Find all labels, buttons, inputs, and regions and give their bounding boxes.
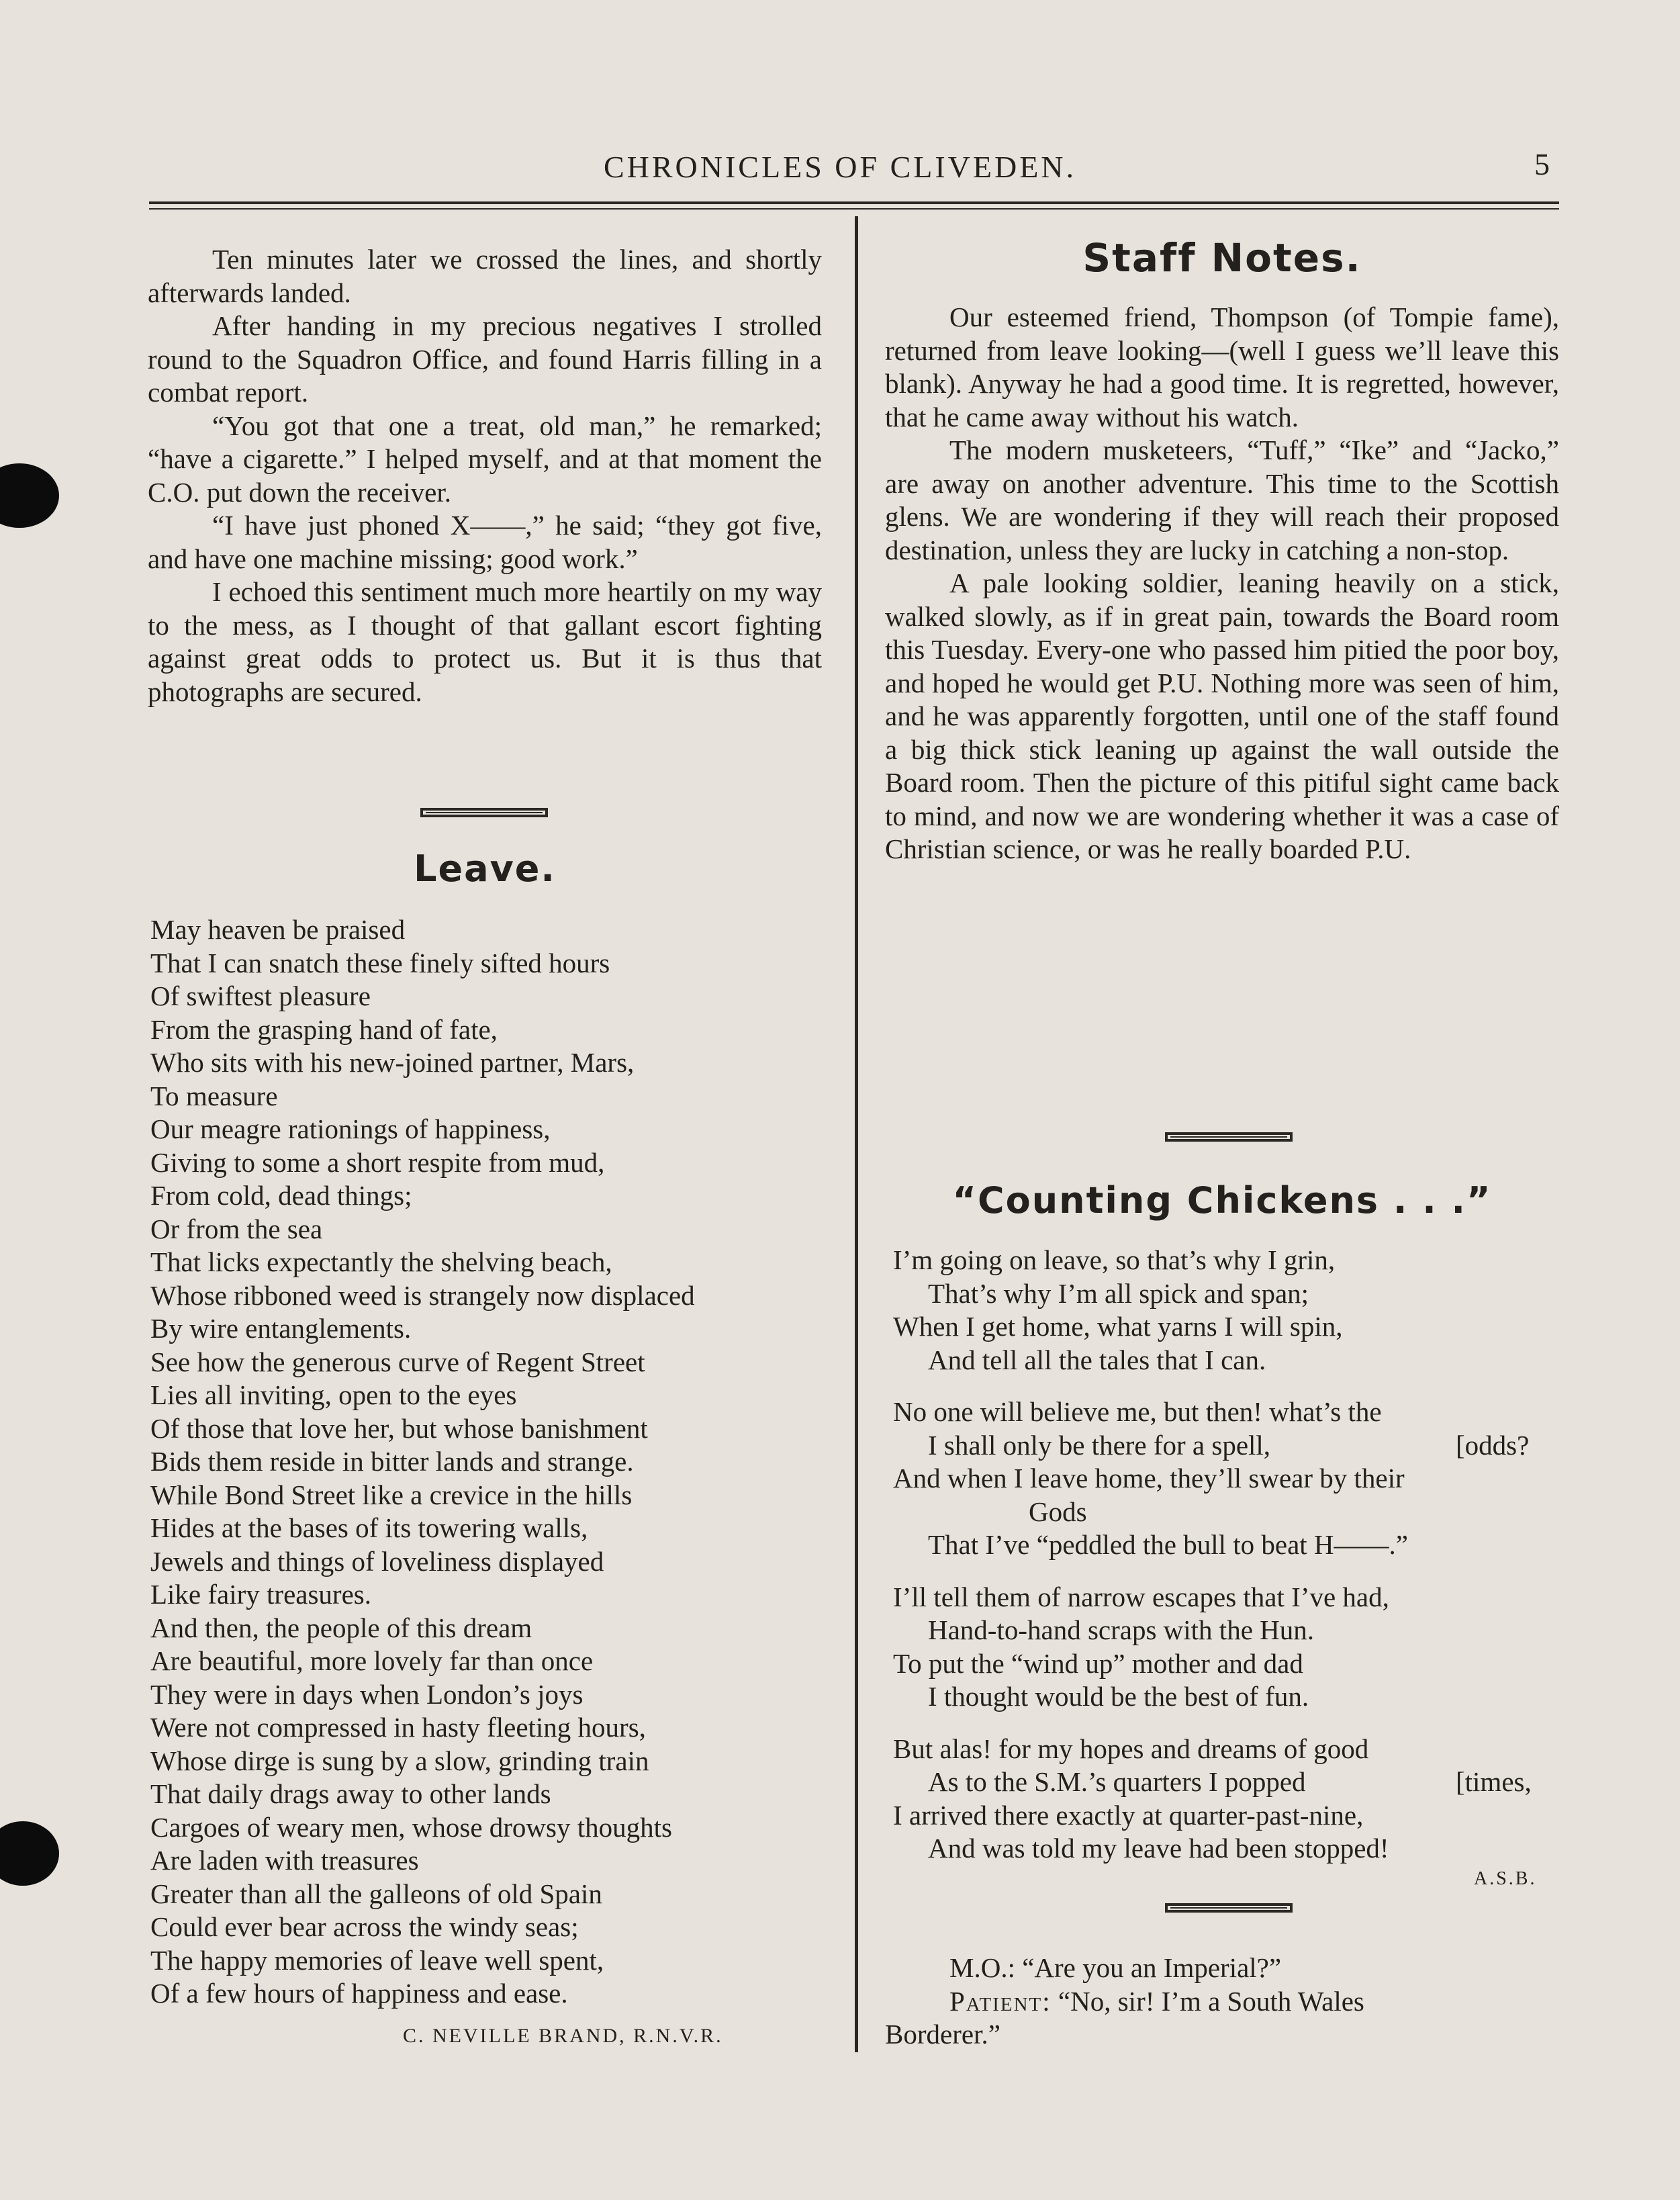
poem-line: By wire entanglements. xyxy=(150,1313,412,1344)
poem-line: To measure xyxy=(150,1080,278,1111)
poem-line: Were not compressed in hasty fleeting hours, xyxy=(150,1712,646,1743)
speaker-label: Patient: xyxy=(949,1985,1052,2017)
poem-line: Hand-to-hand scraps with the Hun. xyxy=(928,1614,1315,1645)
poem-line: Jewels and things of loveliness displayed xyxy=(150,1545,604,1577)
header-rule xyxy=(149,201,1559,204)
stanza xyxy=(893,1733,1558,1866)
dialogue-line: Borderer.” xyxy=(885,2019,1000,2050)
poem-line: That licks expectantly the shelving beach, xyxy=(150,1246,612,1277)
poem-line: And tell all the tales that I can. xyxy=(928,1344,1266,1375)
punch-hole-bottom xyxy=(0,1821,59,1886)
chickens-poem xyxy=(893,1244,1558,1866)
poem-line: And was told my leave had been stopped! xyxy=(928,1833,1389,1864)
poem-line: Whose ribboned weed is strangely now displaced xyxy=(150,1279,695,1311)
dialogue-text: “No, sir! I’m a South Wales xyxy=(1058,1985,1364,2017)
dialogue xyxy=(885,1952,1559,2052)
poem-line: When I get home, what yarns I will spin, xyxy=(893,1311,1343,1342)
paragraph: A pale looking soldier, leaning heavily on a stick, walked slowly, as if in great pain, towards the Board room this Tuesday. Every-one who passed him pitied the poor boy, and hoped he would get P.U. Nothing more was seen of him, and he was apparently forgotten, until one of the staff found a big thick stick leaning up against the wall outside the Board room. Then the picture of this pitiful sight came back to mind, and now we are wondering whether it was a case of Christian science, or was he really boarded P.U. xyxy=(885,567,1559,864)
paragraph: I echoed this sentiment much more heartily on my way to the mess, as I thought of that gallant escort fighting against great odds to protect us. But it is thus that photographs are secured. xyxy=(148,576,822,707)
poem-line-overflow: [times, xyxy=(1456,1766,1532,1797)
poem-line: I thought would be the best of fun. xyxy=(928,1681,1309,1712)
leave-poem xyxy=(150,913,695,2011)
poem-line: Of those that love her, but whose banishment xyxy=(150,1412,648,1444)
poem-line: Gods xyxy=(1029,1496,1087,1527)
poem-line: I’ll tell them of narrow escapes that I’ve had, xyxy=(893,1581,1389,1612)
poem-line: Or from the sea xyxy=(150,1213,323,1244)
dialogue-line: M.O.: “Are you an Imperial?” xyxy=(949,1952,1282,1983)
poem-line-overflow: [odds? xyxy=(1456,1429,1530,1461)
poem-line: Are beautiful, more lovely far than once xyxy=(150,1645,594,1676)
poem-line: That’s why I’m all spick and span; xyxy=(928,1277,1309,1309)
poem-line: From cold, dead things; xyxy=(150,1180,412,1211)
poem-line: That I’ve “peddled the bull to beat H——.” xyxy=(928,1529,1408,1560)
poem-line: Lies all inviting, open to the eyes xyxy=(150,1379,517,1410)
poem-line: Are laden with treasures xyxy=(150,1845,419,1876)
poem-line: While Bond Street like a crevice in the hills xyxy=(150,1479,633,1510)
poem-line: And then, the people of this dream xyxy=(150,1612,532,1643)
poem-title: Leave. xyxy=(414,847,556,890)
punch-hole-top xyxy=(0,463,59,528)
paragraph: “You got that one a treat, old man,” he remarked; “have a cigarette.” I helped myself, and at that moment the C.O. put down the receiver. xyxy=(148,410,822,508)
poem-line: See how the generous curve of Regent Street xyxy=(150,1346,645,1377)
poem-signature: C. NEVILLE BRAND, R.N.V.R. xyxy=(403,2025,723,2047)
header-rule-thin xyxy=(149,208,1559,210)
poem-line: Our meagre rationings of happiness, xyxy=(150,1113,551,1144)
poem-line-text: As to the S.M.’s quarters I popped xyxy=(928,1766,1306,1797)
poem-line: Hides at the bases of its towering walls, xyxy=(150,1512,588,1543)
poem-line: Cargoes of weary men, whose drowsy thoughts xyxy=(150,1811,672,1843)
poem-line: That I can snatch these finely sifted hours xyxy=(150,947,610,978)
poem-line: May heaven be praised xyxy=(150,914,406,945)
poem-line: Like fairy treasures. xyxy=(150,1579,371,1610)
counting-chickens-title: “Counting Chickens . . .” xyxy=(952,1179,1492,1222)
stanza xyxy=(893,1581,1558,1714)
poem-line: From the grasping hand of fate, xyxy=(150,1013,498,1045)
poem-line: Greater than all the galleons of old Spain xyxy=(150,1878,602,1909)
staff-notes-body xyxy=(885,301,1559,866)
running-title: CHRONICLES OF CLIVEDEN. xyxy=(603,150,1077,184)
stanza xyxy=(893,1395,1558,1562)
column-divider xyxy=(855,216,858,2052)
poem-line-text: I shall only be there for a spell, xyxy=(928,1429,1271,1461)
paragraph: Ten minutes later we crossed the lines, and shortly afterwards landed. xyxy=(148,244,822,308)
section-ornament xyxy=(420,808,548,817)
poem-line: I arrived there exactly at quarter-past-nine, xyxy=(893,1799,1364,1831)
poem-line xyxy=(893,1766,1558,1799)
poem-line: Bids them reside in bitter lands and strange. xyxy=(150,1446,634,1477)
paragraph: “I have just phoned X——,” he said; “they got five, and have one machine missing; good work.” xyxy=(148,510,822,574)
poem-line: And when I leave home, they’ll swear by their xyxy=(893,1463,1405,1494)
section-ornament xyxy=(1165,1132,1293,1142)
poem-line: Who sits with his new-joined partner, Mars, xyxy=(150,1047,635,1078)
paragraph: Our esteemed friend, Thompson (of Tompie fame), returned from leave looking—(well I guess we’ll leave this blank). Anyway he had a good time. It is regretted, however, that he came away without his watch. xyxy=(885,302,1559,432)
poem-line: To put the “wind up” mother and dad xyxy=(893,1647,1303,1679)
poem-line: But alas! for my hopes and dreams of good xyxy=(893,1733,1369,1764)
poem-line: Of a few hours of happiness and ease. xyxy=(150,1978,568,2009)
paragraph: The modern musketeers, “Tuff,” “Ike” and “Jacko,” are away on another adventure. This time to the Scottish glens. We are wondering if they will reach their proposed destination, unless they are lucky in catching a non-stop. xyxy=(885,434,1559,565)
poem-line: They were in days when London’s joys xyxy=(150,1678,584,1710)
section-ornament xyxy=(1165,1903,1293,1913)
dialogue-line xyxy=(885,1985,1559,2019)
page-number: 5 xyxy=(1534,147,1550,181)
poem-line xyxy=(893,1429,1558,1463)
staff-notes-title: Staff Notes. xyxy=(1082,235,1362,281)
poem-line: Of swiftest pleasure xyxy=(150,980,371,1011)
poem-line: Giving to some a short respite from mud, xyxy=(150,1146,605,1178)
poem-line: No one will believe me, but then! what’s the xyxy=(893,1396,1382,1427)
stanza xyxy=(893,1244,1558,1377)
poem-line: I’m going on leave, so that’s why I grin, xyxy=(893,1244,1336,1275)
poem-line: The happy memories of leave well spent, xyxy=(150,1944,604,1976)
poem-line: That daily drags away to other lands xyxy=(150,1778,551,1809)
poem-line: Whose dirge is sung by a slow, grinding train xyxy=(150,1745,649,1776)
chickens-signature: A.S.B. xyxy=(1474,1868,1537,1889)
poem-line: Could ever bear across the windy seas; xyxy=(150,1911,579,1942)
paragraph: After handing in my precious negatives I strolled round to the Squadron Office, and found Harris filling in a combat report. xyxy=(148,310,822,408)
left-column-prose xyxy=(148,243,822,708)
